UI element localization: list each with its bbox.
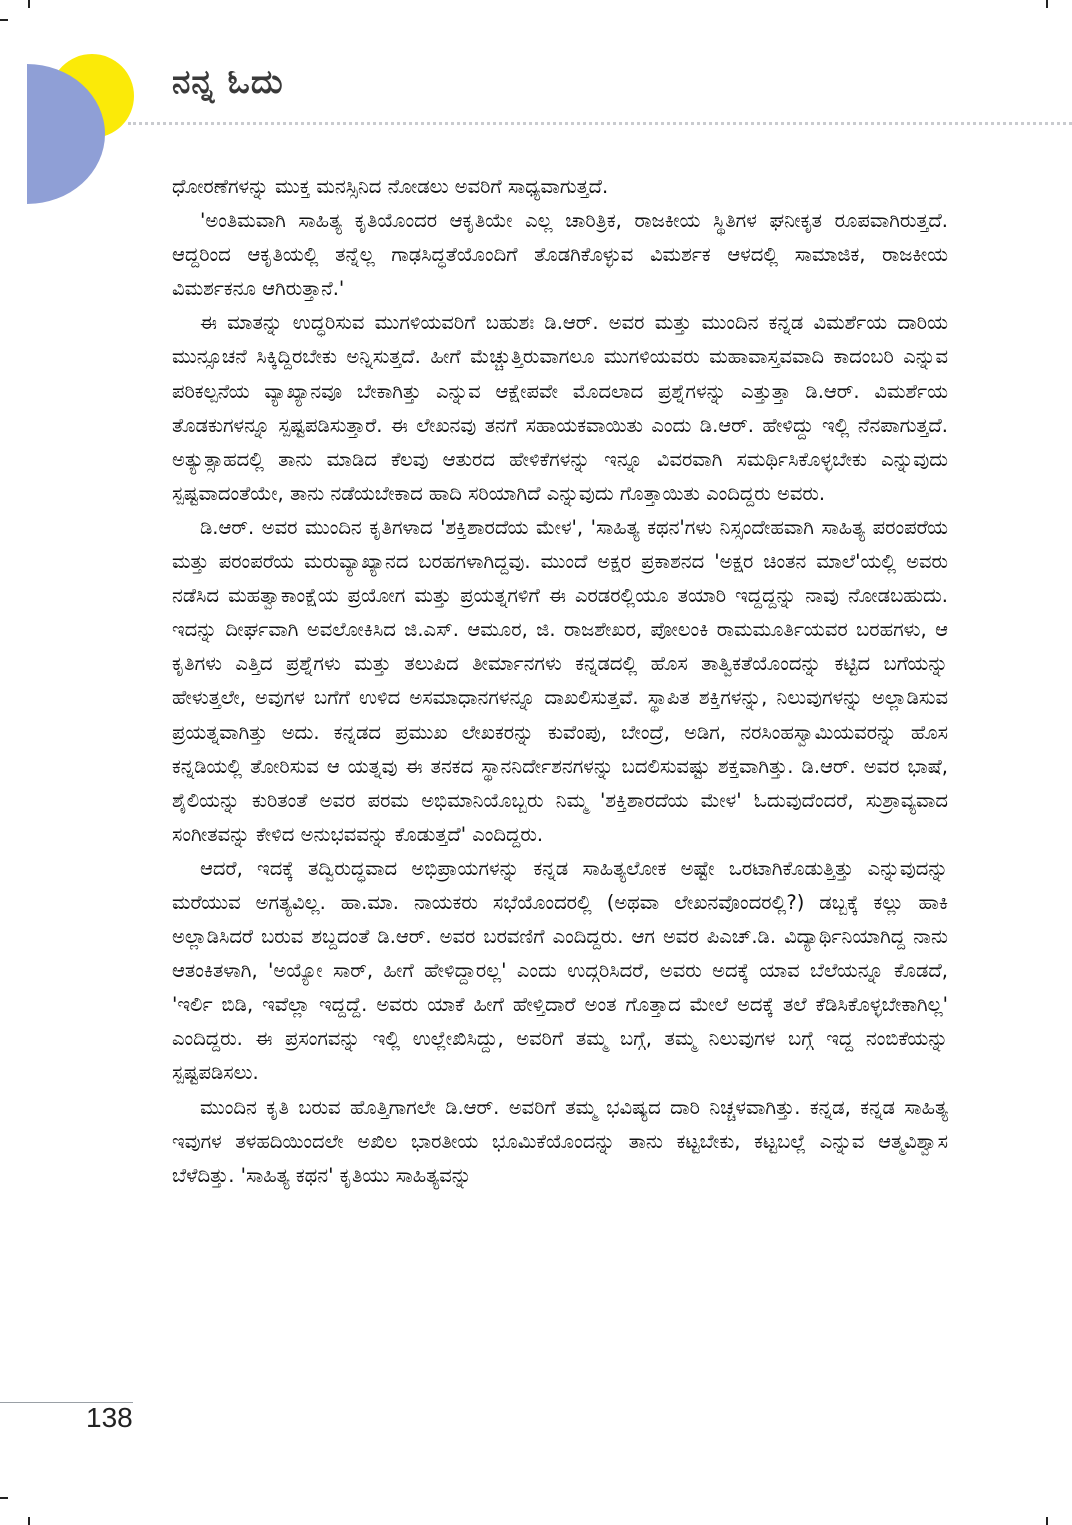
crop-mark (0, 1497, 8, 1499)
page-header-title: ನನ್ನ ಓದು (172, 62, 284, 101)
paragraph: ಈ ಮಾತನ್ನು ಉದ್ಧರಿಸುವ ಮುಗಳಿಯವರಿಗೆ ಬಹುಶಃ ಡಿ.ಆರ್. ಅವರ ಮತ್ತು ಮುಂದಿನ ಕನ್ನಡ ವಿಮರ್ಶೆಯ ದಾರಿಯ ಮುನ್ಸೂಚನೆ ಸಿಕ್ಕಿದ್ದಿರಬೇಕು ಅನ್ನಿಸುತ್ತದೆ. ಹೀಗೆ ಮೆಚ್ಚುತ್ತಿರುವಾಗಲೂ ಮುಗಳಿಯವರು ಮಹಾವಾಸ್ತವವಾದಿ ಕಾದಂಬರಿ ಎನ್ನುವ ಪರಿಕಲ್ಪನೆಯ ವ್ಯಾಖ್ಯಾನವೂ ಬೇಕಾಗಿತ್ತು ಎನ್ನುವ ಆಕ್ಷೇಪವೇ ಮೊದಲಾದ ಪ್ರಶ್ನೆಗಳನ್ನು ಎತ್ತುತ್ತಾ ಡಿ.ಆರ್. ವಿಮರ್ಶೆಯ ತೊಡಕುಗಳನ್ನೂ ಸ್ಪಷ್ಟಪಡಿಸುತ್ತಾರೆ. ಈ ಲೇಖನವು ತನಗೆ ಸಹಾಯಕವಾಯಿತು ಎಂದು ಡಿ.ಆರ್. ಹೇಳಿದ್ದು ಇಲ್ಲಿ ನೆನಪಾಗುತ್ತದೆ. ಅತ್ಯುತ್ಸಾಹದಲ್ಲಿ ತಾನು ಮಾಡಿದ ಕೆಲವು ಆತುರದ ಹೇಳಿಕೆಗಳನ್ನು ಇನ್ನೂ ವಿವರವಾಗಿ ಸಮರ್ಥಿಸಿಕೊಳ್ಳಬೇಕು ಎನ್ನುವುದು ಸ್ಪಷ್ಟವಾದಂತೆಯೇ, ತಾನು ನಡೆಯಬೇಕಾದ ಹಾದಿ ಸರಿಯಾಗಿದೆ ಎನ್ನುವುದು ಗೊತ್ತಾಯಿತು ಎಂದಿದ್ದರು ಅವರು. (172, 311, 948, 505)
header-dotted-rule (128, 122, 1072, 125)
page-number: 138 (86, 1402, 133, 1433)
paragraph: ಡಿ.ಆರ್. ಅವರ ಮುಂದಿನ ಕೃತಿಗಳಾದ 'ಶಕ್ತಿಶಾರದೆಯ ಮೇಳ', 'ಸಾಹಿತ್ಯ ಕಥನ'ಗಳು ನಿಸ್ಸಂದೇಹವಾಗಿ ಸಾಹಿತ್ಯ ಪರಂಪರೆಯ ಮತ್ತು ಪರಂಪರೆಯ ಮರುವ್ಯಾಖ್ಯಾನದ ಬರಹಗಳಾಗಿದ್ದವು. ಮುಂದೆ ಅಕ್ಷರ ಪ್ರಕಾಶನದ 'ಅಕ್ಷರ ಚಿಂತನ ಮಾಲೆ'ಯಲ್ಲಿ ಅವರು ನಡೆಸಿದ ಮಹತ್ವಾಕಾಂಕ್ಷೆಯ ಪ್ರಯೋಗ ಮತ್ತು ಪ್ರಯತ್ನಗಳಿಗೆ ಈ ಎರಡರಲ್ಲಿಯೂ ತಯಾರಿ ಇದ್ದದ್ದನ್ನು ನಾವು ನೋಡಬಹುದು. ಇದನ್ನು ದೀರ್ಘವಾಗಿ ಅವಲೋಕಿಸಿದ ಜಿ.ಎಸ್. ಆಮೂರ, ಜಿ. ರಾಜಶೇಖರ, ಪೋಲಂಕಿ ರಾಮಮೂರ್ತಿಯವರ ಬರಹಗಳು, ಆ ಕೃತಿಗಳು ಎತ್ತಿದ ಪ್ರಶ್ನೆಗಳು ಮತ್ತು ತಲುಪಿದ ತೀರ್ಮಾನಗಳು ಕನ್ನಡದಲ್ಲಿ ಹೊಸ ತಾತ್ವಿಕತೆಯೊಂದನ್ನು ಕಟ್ಟಿದ ಬಗೆಯನ್ನು ಹೇಳುತ್ತಲೇ, ಅವುಗಳ ಬಗೆಗೆ ಉಳಿದ ಅಸಮಾಧಾನಗಳನ್ನೂ ದಾಖಲಿಸುತ್ತವೆ. ಸ್ಥಾಪಿತ ಶಕ್ತಿಗಳನ್ನು, ನಿಲುವುಗಳನ್ನು ಅಲ್ಲಾಡಿಸುವ ಪ್ರಯತ್ನವಾಗಿತ್ತು ಅದು. ಕನ್ನಡದ ಪ್ರಮುಖ ಲೇಖಕರನ್ನು ಕುವೆಂಪು, ಬೇಂದ್ರೆ, ಅಡಿಗ, ನರಸಿಂಹಸ್ವಾಮಿಯವರನ್ನು ಹೊಸ ಕನ್ನಡಿಯಲ್ಲಿ ತೋರಿಸುವ ಆ ಯತ್ನವು ಈ ತನಕದ ಸ್ಥಾನನಿರ್ದೇಶನಗಳನ್ನು ಬದಲಿಸುವಷ್ಟು ಶಕ್ತವಾಗಿತ್ತು. ಡಿ.ಆರ್. ಅವರ ಭಾಷೆ, ಶೈಲಿಯನ್ನು ಕುರಿತಂತೆ ಅವರ ಪರಮ ಅಭಿಮಾನಿಯೊಬ್ಬರು ನಿಮ್ಮ 'ಶಕ್ತಿಶಾರದೆಯ ಮೇಳ' ಓದುವುದೆಂದರೆ, ಸುಶ್ರಾವ್ಯವಾದ ಸಂಗೀತವನ್ನು ಕೇಳಿದ ಅನುಭವವನ್ನು ಕೊಡುತ್ತದೆ' ಎಂದಿದ್ದರು. (172, 515, 948, 846)
paragraph: ಧೋರಣೆಗಳನ್ನು ಮುಕ್ತ ಮನಸ್ಸಿನಿದ ನೋಡಲು ಅವರಿಗೆ ಸಾಧ್ಯವಾಗುತ್ತದೆ. (172, 175, 609, 198)
paragraph: 'ಅಂತಿಮವಾಗಿ ಸಾಹಿತ್ಯ ಕೃತಿಯೊಂದರ ಆಕೃತಿಯೇ ಎಲ್ಲ ಚಾರಿತ್ರಿಕ, ರಾಜಕೀಯ ಸ್ಥಿತಿಗಳ ಘನೀಕೃತ ರೂಪವಾಗಿರುತ್ತದೆ. ಆದ್ದರಿಂದ ಆಕೃತಿಯಲ್ಲಿ ತನ್ನೆಲ್ಲ ಗಾಢಸಿದ್ಧತೆಯೊಂದಿಗೆ ತೊಡಗಿಕೊಳ್ಳುವ ವಿಮರ್ಶಕ ಆಳದಲ್ಲಿ ಸಾಮಾಜಿಕ, ರಾಜಕೀಯ ವಿಮರ್ಶಕನೂ ಆಗಿರುತ್ತಾನೆ.' (172, 209, 948, 301)
body-text (172, 170, 948, 1193)
crop-mark (1046, 1517, 1048, 1525)
crop-mark (28, 1517, 30, 1525)
paragraph: ಆದರೆ, ಇದಕ್ಕೆ ತದ್ವಿರುದ್ಧವಾದ ಅಭಿಪ್ರಾಯಗಳನ್ನು ಕನ್ನಡ ಸಾಹಿತ್ಯಲೋಕ ಅಷ್ಟೇ ಒರಟಾಗಿಕೊಡುತ್ತಿತ್ತು ಎನ್ನುವುದನ್ನು ಮರೆಯುವ ಅಗತ್ಯವಿಲ್ಲ. ಹಾ.ಮಾ. ನಾಯಕರು ಸಭೆಯೊಂದರಲ್ಲಿ (ಅಥವಾ ಲೇಖನವೊಂದರಲ್ಲಿ?) ಡಬ್ಬಕ್ಕೆ ಕಲ್ಲು ಹಾಕಿ ಅಲ್ಲಾಡಿಸಿದರೆ ಬರುವ ಶಬ್ದದಂತೆ ಡಿ.ಆರ್. ಅವರ ಬರವಣಿಗೆ ಎಂದಿದ್ದರು. ಆಗ ಅವರ ಪಿಎಚ್.ಡಿ. ವಿದ್ಯಾರ್ಥಿನಿಯಾಗಿದ್ದ ನಾನು ಆತಂಕಿತಳಾಗಿ, 'ಅಯ್ಯೋ ಸಾರ್, ಹೀಗೆ ಹೇಳಿದ್ದಾರಲ್ಲ' ಎಂದು ಉದ್ಗರಿಸಿದರೆ, ಅವರು ಅದಕ್ಕೆ ಯಾವ ಬೆಲೆಯನ್ನೂ ಕೊಡದೆ, 'ಇರ್ಲಿ ಬಿಡಿ, ಇವೆಲ್ಲಾ ಇದ್ದದ್ದೆ. ಅವರು ಯಾಕೆ ಹೀಗೆ ಹೇಳ್ತಿದಾರೆ ಅಂತ ಗೊತ್ತಾದ ಮೇಲೆ ಅದಕ್ಕೆ ತಲೆ ಕೆಡಿಸಿಕೊಳ್ಳಬೇಕಾಗಿಲ್ಲ' ಎಂದಿದ್ದರು. ಈ ಪ್ರಸಂಗವನ್ನು ಇಲ್ಲಿ ಉಲ್ಲೇಖಿಸಿದ್ದು, ಅವರಿಗೆ ತಮ್ಮ ಬಗ್ಗೆ, ತಮ್ಮ ನಿಲುವುಗಳ ಬಗ್ಗೆ ಇದ್ದ ನಂಬಿಕೆಯನ್ನು ಸ್ಪಷ್ಟಪಡಿಸಲು. (172, 856, 948, 1085)
paragraph: ಮುಂದಿನ ಕೃತಿ ಬರುವ ಹೊತ್ತಿಗಾಗಲೇ ಡಿ.ಆರ್. ಅವರಿಗೆ ತಮ್ಮ ಭವಿಷ್ಯದ ದಾರಿ ನಿಚ್ಚಳವಾಗಿತ್ತು. ಕನ್ನಡ, ಕನ್ನಡ ಸಾಹಿತ್ಯ ಇವುಗಳ ತಳಹದಿಯಿಂದಲೇ ಅಖಿಲ ಭಾರತೀಯ ಭೂಮಿಕೆಯೊಂದನ್ನು ತಾನು ಕಟ್ಟಬೇಕು, ಕಟ್ಟಬಲ್ಲೆ ಎನ್ನುವ ಆತ್ಮವಿಶ್ವಾಸ ಬೆಳೆದಿತ್ತು. 'ಸಾಹಿತ್ಯ ಕಥನ' ಕೃತಿಯು ಸಾಹಿತ್ಯವನ್ನು (172, 1095, 948, 1187)
header-decoration (0, 0, 140, 210)
crop-mark (1046, 0, 1048, 8)
